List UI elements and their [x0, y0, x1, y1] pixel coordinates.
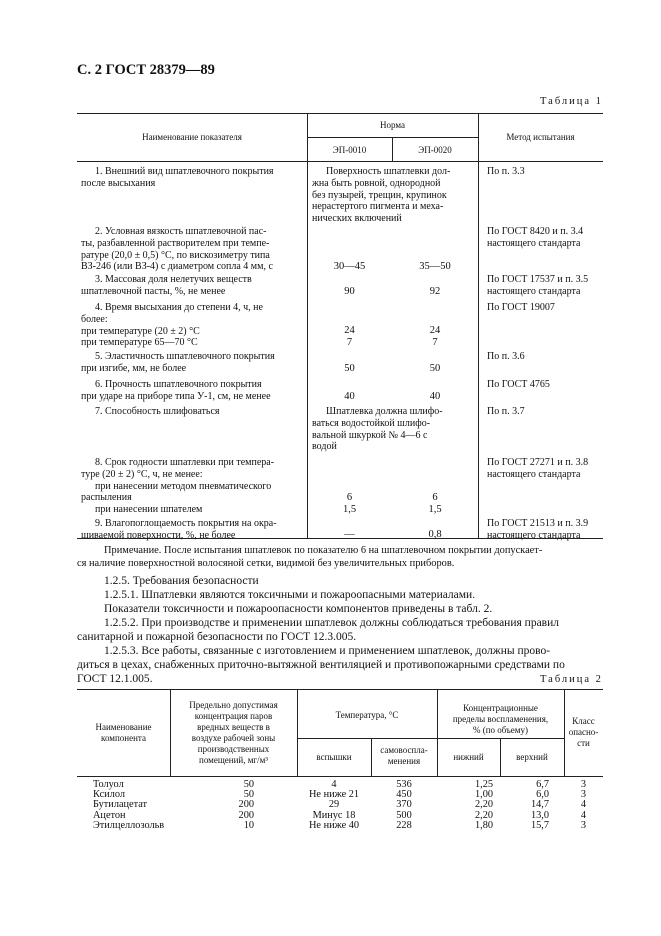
table1-row8-v1b: 1,5: [342, 504, 357, 515]
table2-row-lower: 2,20: [474, 799, 493, 811]
table1-row9-v1: —: [344, 529, 355, 540]
table2-row-pdk: 10: [243, 819, 254, 831]
table2-col-upper: верхний: [516, 752, 548, 762]
table1-caption: Таблица 1: [540, 96, 603, 107]
table2-row-self: 228: [396, 819, 412, 831]
table1-row5-v2: 50: [429, 363, 441, 374]
table1-row4-name: 4. Время высыхания до степени 4, ч, не более: при температуре (20 ± 2) °С при температуре 65—70 °С: [81, 302, 263, 349]
table2-row-pdk: 50: [243, 789, 254, 801]
table2-row-name: Ксилол: [93, 789, 125, 801]
table2-col-selfign: самовоспла- менения: [380, 745, 428, 766]
table2-row-name: Толуол: [93, 779, 124, 790]
table1-row2-v2: 35—50: [419, 261, 451, 272]
table2-row-class: 3: [580, 779, 587, 790]
table1-row8-method: По ГОСТ 27271 и п. 3.8 настоящего стандарта: [487, 457, 589, 480]
table2-row-flash: 29: [328, 799, 340, 811]
table2-col-lower: нижний: [453, 752, 484, 762]
table2-row-upper: 14,7: [530, 799, 549, 811]
table1-row5-method: По п. 3.6: [487, 351, 525, 362]
table1-row3-method: По ГОСТ 17537 и п. 3.5 настоящего стандарта: [487, 274, 589, 297]
table1-row2-method: По ГОСТ 8420 и п. 3.4 настоящего стандарта: [487, 226, 584, 249]
table2-row-flash: Не ниже 40: [308, 819, 360, 831]
table2-row-self: 536: [396, 779, 412, 790]
table2-row-name: Бутилацетат: [93, 799, 148, 811]
table2-col-flash-values: [297, 780, 371, 831]
table2-row-class: 4: [580, 799, 587, 811]
table1-row4-v2a: 24: [429, 325, 441, 336]
table1-row8-v2a: 6: [432, 492, 438, 503]
para-2: Показатели токсичности и пожароопасности компонентов приведены в табл. 2.: [104, 603, 493, 615]
table2-row-upper: 15,7: [530, 819, 549, 831]
table2-row-self: 370: [396, 799, 412, 811]
table2-col-flash: вспышки: [316, 752, 352, 762]
table2-row-upper: 6,0: [536, 789, 549, 801]
table2-top-rule: [77, 689, 603, 690]
table1-row2-name: 2. Условная вязкость шпатлевочной пас- ты, разбавленной растворителем при темпе- ратуре (20,0 ± 0,5) °С, по вискозиметру типа ВЗ-246 (или ВЗ-4) с диаметром сопла 4 мм, с: [81, 226, 273, 273]
table1-row6-v2: 40: [429, 391, 441, 402]
table1-row3-v1: 90: [344, 286, 355, 297]
table2-col-class-values: [564, 780, 603, 831]
table1-row5-v1: 50: [344, 363, 355, 374]
page-header: С. 2 ГОСТ 28379—89: [77, 62, 215, 78]
table2-row-lower: 2,20: [474, 809, 493, 821]
table1-top-rule: [77, 113, 603, 114]
table1-row1-method: По п. 3.3: [487, 166, 525, 177]
table1-vline-3: [478, 113, 479, 538]
table2-row-flash: Минус 18: [312, 809, 356, 821]
table2-row-class: 4: [580, 809, 587, 821]
para-4b: диться в цехах, снабженных приточно-вытяжной вентиляцией и противопожарными средствами по: [77, 659, 565, 671]
para-4c: ГОСТ 12.1.005.: [77, 673, 153, 685]
table2-caption: Таблица 2: [540, 674, 603, 685]
table1-row9-name: 9. Влагопоглощаемость покрытия на окра- шиваемой поверхности, %, не более: [81, 518, 277, 541]
table1-row3-v2: 92: [429, 286, 441, 297]
safety-section: [77, 574, 607, 686]
table2-row-self: 450: [396, 789, 412, 801]
table1-row8-v2b: 1,5: [428, 504, 442, 515]
table2-row-lower: 1,80: [474, 819, 493, 831]
para-3b: санитарной и пожарной безопасности по ГОСТ 12.3.005.: [77, 631, 357, 643]
table1-header-rule: [77, 161, 603, 162]
table2-row-class: 3: [580, 789, 587, 801]
table2-col-names: [93, 780, 171, 831]
table1-col-ep0010: ЭП-0010: [332, 145, 367, 155]
table1-row2-v1: 30—45: [333, 261, 366, 272]
table1-row9-v2: 0,8: [428, 529, 442, 540]
table1-row4-v2b: 7: [432, 337, 438, 348]
table1-row4-method: По ГОСТ 19007: [487, 302, 555, 313]
table1-col-method: Метод испытания: [506, 132, 575, 142]
table1-row4-v1b: 7: [346, 337, 353, 348]
table2-temp-rule: [297, 738, 437, 739]
table1-row1-name: 1. Внешний вид шпатлевочного покрытия после высыхания: [81, 166, 274, 189]
table1-row7-norm: Шпатлевка должна шлифо- ваться водостойкой шлифо- вальной шкуркой № 4—6 с водой: [312, 406, 443, 453]
table2-row-flash: 4: [331, 779, 337, 790]
table1-col-name: Наименование показателя: [142, 132, 242, 142]
table2-row-lower: 1,00: [474, 789, 493, 801]
para-3a: 1.2.5.2. При производстве и применении шпатлевок должны соблюдаться требования правил: [104, 617, 559, 629]
table2-col-pdk-values: [170, 780, 254, 831]
table1-row4-v1a: 24: [344, 325, 355, 336]
table1-row6-v1: 40: [344, 391, 355, 402]
table1-row3-name: 3. Массовая доля нелетучих веществ шпатлевочной пасты, %, не менее: [81, 274, 252, 297]
table1-row8-name: 8. Срок годности шпатлевки при темпера- туре (20 ± 2) °С, ч, не менее: при нанесении методом пневматического распыления при нанесении шпателем: [81, 457, 275, 516]
table2-col-temp: Температура, °С: [335, 710, 399, 720]
table1-row5-name: 5. Эластичность шпатлевочного покрытия при изгибе, мм, не более: [81, 351, 275, 374]
table2-row-pdk: 200: [238, 809, 254, 821]
table2-row-upper: 6,7: [536, 779, 549, 790]
table2-col-component: Наименование компонента: [95, 722, 152, 743]
table2-col-upper-values: [500, 780, 549, 831]
table2-col-class: Класс опасно- сти: [568, 716, 599, 748]
table1-row9-method: По ГОСТ 21513 и п. 3.9 настоящего стандарта: [487, 518, 589, 541]
table2-row-pdk: 200: [238, 799, 254, 811]
table2-col-self-values: [371, 780, 437, 831]
table1-row8-v1a: 6: [346, 492, 353, 503]
para-4a: 1.2.5.3. Все работы, связанные с изготовлением и применением шпатлевок, должны прово-: [104, 645, 551, 657]
table2-row-name: Этилцеллозольв: [93, 819, 165, 831]
table2-row-name: Ацетон: [93, 809, 126, 821]
table1-note: Примечание. После испытания шпатлевок по показателю 6 на шпатлевочном покрытии допускает- ся наличие поверхностной волосяной сетки, видимой без увеличительных приборов.: [77, 545, 543, 569]
para-1: 1.2.5.1. Шпатлевки являются токсичными и пожароопасными материалами.: [104, 589, 476, 601]
table2-row-pdk: 50: [243, 779, 254, 790]
table1-row7-method: По п. 3.7: [487, 406, 525, 417]
table2-row-lower: 1,25: [474, 779, 493, 790]
table2-row-upper: 13,0: [530, 809, 549, 821]
table1-row7-name: 7. Способность шлифоваться: [95, 406, 220, 417]
table1-row1-norm: Поверхность шпатлевки дол- жна быть ровной, однородной без пузырей, трещин, крупинок нерастертого пигмента и меха- нических включений: [312, 166, 451, 225]
table2-header-rule: [77, 776, 603, 777]
table1-row6-name: 6. Прочность шпатлевочного покрытия при ударе на приборе типа У-1, см, не менее: [81, 379, 271, 402]
table2-col-limits: Концентрационные пределы воспламенения, % (по объему): [452, 703, 549, 735]
para-heading: 1.2.5. Требования безопасности: [104, 575, 259, 587]
table2-col-lower-values: [437, 780, 493, 831]
table2-col-pdk: Предельно допустимая концентрация паров вредных веществ в воздухе рабочей зоны производственных помещений, мг/м³: [189, 700, 278, 765]
table2-row-self: 500: [396, 809, 412, 821]
table1-col-ep0020: ЭП-0020: [418, 145, 452, 155]
table1-col-norm: Норма: [380, 120, 405, 130]
table1-row6-method: По ГОСТ 4765: [487, 379, 550, 390]
table2-row-flash: Не ниже 21: [308, 789, 360, 801]
table2-row-class: 3: [580, 819, 587, 831]
